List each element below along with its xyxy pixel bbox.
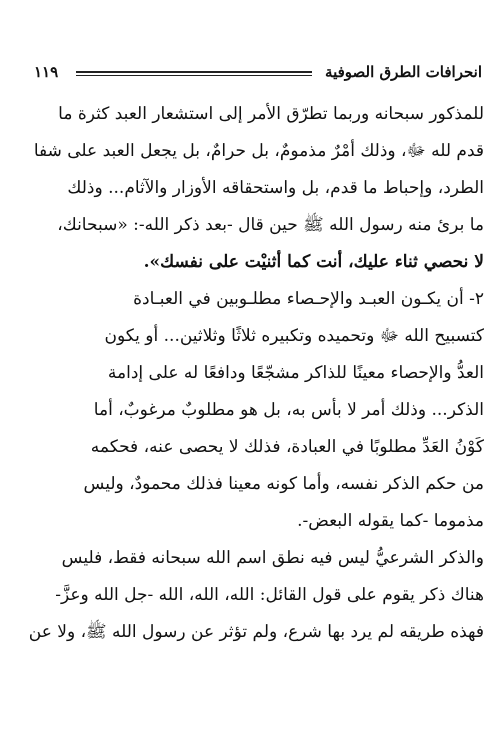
text-line: ٢- أن يكـون العبـد والإحـصاء مطلـوبين في العبـادة	[133, 289, 484, 309]
text-line: الذكر... وذلك أمر لا بأس به، بل هو مطلوبٌ مرغوبٌ، أما	[93, 400, 484, 420]
text-line: ما برئ منه رسول الله ﷺ حين قال -بعد ذكر الله-: «سبحانك،	[57, 215, 484, 235]
hadith-quote-line: لا نحصي ثناء عليك، أنت كما أثنيْت على نفسك».	[143, 252, 484, 272]
body-text	[28, 96, 484, 651]
text-line: هناك ذكر يقوم على قول القائل: الله، الله، الله -جل الله وعزَّ-	[55, 585, 484, 605]
text-line: كتسبيح الله ﷻ وتحميده وتكبيره ثلاثًا وثلاثين... أو يكون	[104, 326, 484, 346]
text-line: من حكم الذكر نفسه، وأما كونه معينا فذلك محمودٌ، وليس	[83, 474, 484, 494]
text-line: العدُّ والإحصاء معينًا للذاكر مشجّعًا ودافعًا له على إدامة	[107, 363, 484, 383]
text-line: للمذكور سبحانه وربما تطرّق الأمر إلى استشعار العبد كثرة ما	[58, 104, 484, 124]
page-number: ١١٩	[34, 63, 59, 81]
running-title: انحرافات الطرق الصوفية	[325, 63, 482, 81]
text-line: كَوْنُ العَدِّ مطلوبًا في العبادة، فذلك لا يحصى عنه، فحكمه	[90, 437, 484, 457]
text-line: فهذه طريقه لم يرد بها شرع، ولم تؤثر عن رسول الله ﷺ، ولا عن	[28, 622, 484, 642]
header-rule	[76, 71, 312, 73]
text-line: مذموما -كما يقوله البعض-.	[297, 511, 484, 531]
text-line: قدم لله ﷻ، وذلك أمْرٌ مذمومٌ، بل حرامٌ، بل يجعل العبد على شفا	[33, 141, 484, 161]
text-line: الطرد، وإحباط ما قدم، بل واستحقاقه الأوزار والآثام... وذلك	[67, 178, 484, 198]
text-line: والذكر الشرعيُّ ليس فيه نطق اسم الله سبحانه فقط، فليس	[61, 548, 484, 568]
page-header	[34, 62, 482, 84]
